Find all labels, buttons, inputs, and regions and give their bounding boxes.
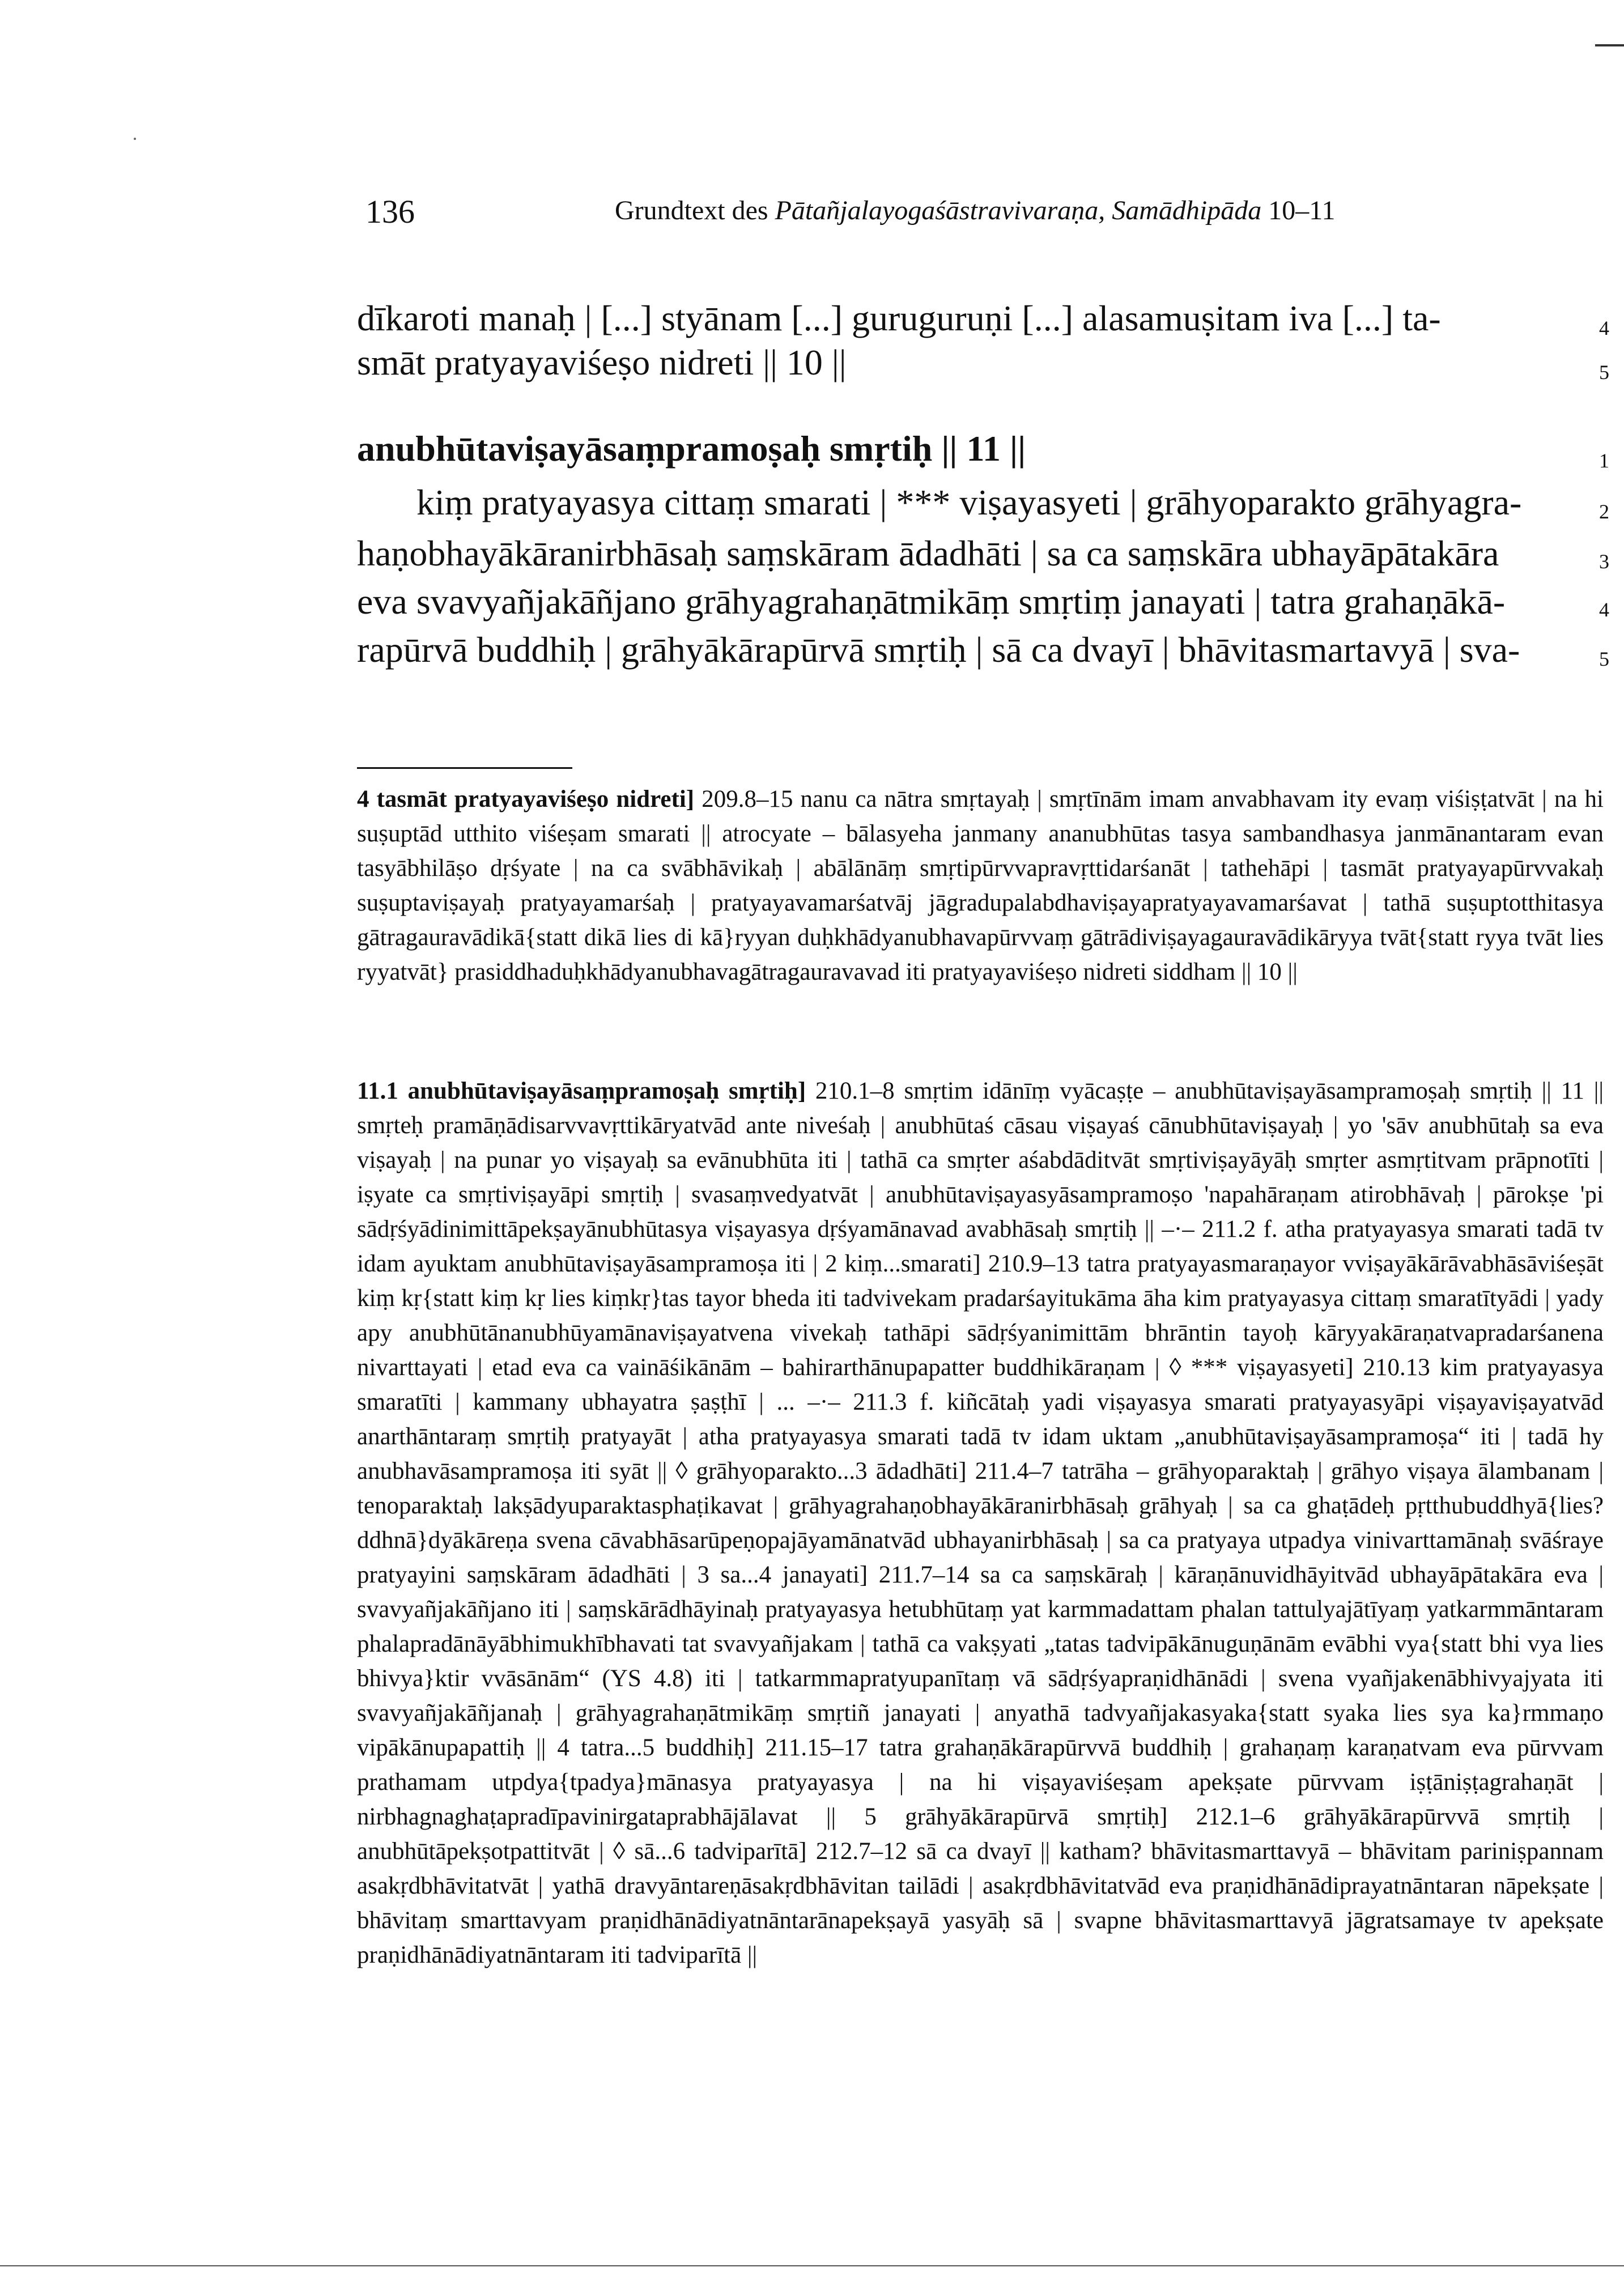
page-header <box>365 193 1555 244</box>
line-number: 1 <box>1599 449 1609 472</box>
sutra-heading: anubhūtaviṣayāsaṃpramoṣaḥ smṛtiḥ || 11 || <box>357 428 1026 469</box>
footnote-block <box>357 782 1604 989</box>
scan-edge-mark <box>1595 44 1624 46</box>
line-number: 4 <box>1599 317 1609 339</box>
footnote-block <box>357 1074 1604 1972</box>
main-text-line: rapūrvā buddhiḥ | grāhyākārapūrvā smṛtiḥ | sā ca dvayī | bhāvitasmartavyā | sva- <box>357 629 1520 670</box>
page-number: 136 <box>365 193 415 230</box>
page-bottom-rule <box>0 2265 1624 2266</box>
line-number: 3 <box>1599 550 1609 573</box>
line-number: 5 <box>1599 648 1609 670</box>
footnote-separator <box>357 767 572 769</box>
line-number: 2 <box>1599 500 1609 523</box>
line-number: 5 <box>1599 361 1609 384</box>
line-number: 4 <box>1599 598 1609 621</box>
footnote-lemma: 11.1 anubhūtaviṣayāsaṃpramoṣaḥ smṛtiḥ] <box>357 1078 806 1104</box>
running-title-italic: Pātañjalayogaśāstravivaraṇa, Samādhipāda <box>775 195 1262 226</box>
running-title <box>615 195 1335 226</box>
running-title-prefix: Grundtext des <box>615 195 775 226</box>
footnote-text: 210.1–8 smṛtim idānīṃ vyācaṣṭe – anubhūtaviṣayāsampramoṣaḥ smṛtiḥ || 11 || smṛteḥ pramāṇādisarvvavṛttikāryatvād ante niveśaḥ | anubhūtaś cāsau viṣayaś cānubhūtaviṣayaḥ | yo 'sāv anubhūtaḥ sa eva viṣayaḥ | na punar yo viṣayaḥ sa evānubhūta iti | tathā ca smṛter aśabdāditvāt smṛtiviṣayāyāḥ smṛter asmṛtitvam prāpnotīti | iṣyate ca smṛtiviṣayāpi smṛtiḥ | svasaṃvedyatvāt | anubhūtaviṣayasyāsampramoṣo 'napahāraṇam atirobhāvaḥ | pārokṣe 'pi sādṛśyādinimittāpekṣayānubhūtasya viṣayasya dṛśyamānavad avabhāsaḥ smṛtiḥ || –·– 211.2 f. atha pratyayasya smarati tadā tv idam ayuktam anubhūtaviṣayāsampramoṣa iti | 2 kiṃ...smarati] 210.9–13 tatra pratyayasmaraṇayor vviṣayākārāvabhāsāviśeṣāt kiṃ kṛ{statt kiṃ kṛ lies kiṃkṛ}tas tayor bheda iti tadvivekam pradarśayitukāma āha kim pratyayasya cittaṃ smaratītyādi | yady apy anubhūtānanubhūyamānaviṣayatvena vivekaḥ tathāpi sādṛśyanimittām bhrāntin tayoḥ kāryyakāraṇatvapradarśanena nivarttayati | etad eva ca vaināśikānām – bahirarthānupapatter buddhikāraṇam | ◊ *** viṣayasyeti] 210.13 kim pratyayasya smaratīti | kammany ubhayatra ṣaṣṭhī | ... –·– 211.3 f. kiñcātaḥ yadi viṣayasya smarati pratyayasyāpi viṣayaviṣayatvād anarthāntaraṃ smṛtiḥ pratyayāt | atha pratyayasya smarati tadā tv idam uktam „anubhūtaviṣayāsampramoṣa“ iti | tadā hy anubhavāsampramoṣa iti syāt || ◊ grāhyoparakto...3 ādadhāti] 211.4–7 tatrāha – grāhyoparaktaḥ | grāhyo viṣaya ālambanam | tenoparaktaḥ lakṣādyuparaktasphaṭikavat | grāhyagrahaṇobhayākāranirbhāsaḥ grāhyaḥ | sa ca ghaṭādeḥ pṛtthubuddhyā{lies? ddhnā}dyākāreṇa svena cāvabhāsarūpeṇopajāyamānatvād ubhayanirbhāsaḥ | sa ca pratyaya utpadya vinivarttamānaḥ svāśraye pratyayini saṃskāram ādadhāti | 3 sa...4 janayati] 211.7–14 sa ca saṃskāraḥ | kāraṇānuvidhāyitvād ubhayāpātakāra eva | svavyañjakāñjano iti | saṃskārādhāyinaḥ pratyayasya hetubhūtaṃ yat karmmadattam phalan tattulyajātīyaṃ yatkarmmāntaram phalapradānāyābhimukhībhavati tat svavyañjakam | tathā ca vakṣyati „tatas tadvipākānuguṇānām evābhi vya{statt bhi vya lies bhivya}ktir vvāsānām“ (YS 4.8) iti | tatkarmmapratyupanītaṃ vā sādṛśyapraṇidhānādi | svena vyañjakenābhivyajyata iti svavyañjakāñjanaḥ | grāhyagrahaṇātmikāṃ smṛtiñ janayati | anyathā tadvyañjakasyaka{statt syaka lies sya ka}rmmaṇo vipākānupapattiḥ || 4 tatra...5 buddhiḥ] 211.15–17 tatra grahaṇākārapūrvvā buddhiḥ | grahaṇaṃ karaṇatvam eva pūrvvam prathamam utpdya{tpadya}mānasya pratyayasya | na hi viṣayaviśeṣam apekṣate pūrvvam iṣṭāniṣṭagrahaṇāt | nirbhagnaghaṭapradīpavinirgataprabhājālavat || 5 grāhyākārapūrvā smṛtiḥ] 212.1–6 grāhyākārapūrvvā smṛtiḥ | anubhūtāpekṣotpattitvāt | ◊ sā...6 tadviparītā] 212.7–12 sā ca dvayī || katham? bhāvitasmarttavyā – bhāvitam pariniṣpannam asakṛdbhāvitatvāt | yathā dravyāntareṇāsakṛdbhāvitan tailādi | asakṛdbhāvitatvād eva praṇidhānādiprayatnāntaran nāpekṣate | bhāvitaṃ smarttavyam praṇidhānādiyatnāntarānapekṣayā yasyāḥ sā | svapne bhāvitasmarttavyā jāgratsamaye tv apekṣate praṇidhānādiyatnāntaram iti tadviparītā || <box>357 1078 1604 1968</box>
main-text-line: haṇobhayākāranirbhāsaḥ saṃskāram ādadhāti | sa ca saṃskāra ubhayāpātakāra <box>357 533 1499 573</box>
running-title-suffix: 10–11 <box>1261 195 1336 226</box>
scan-speck <box>134 138 136 140</box>
main-text-line: eva svavyañjakāñjano grāhyagrahaṇātmikāṃ smṛtiṃ janayati | tatra grahaṇākā- <box>357 581 1506 622</box>
main-text-line: smāt pratyayaviśeṣo nidreti || 10 || <box>357 342 847 382</box>
main-text-line: kiṃ pratyayasya cittaṃ smarati | *** viṣayasyeti | grāhyoparakto grāhyagra- <box>416 482 1522 522</box>
footnote-text: 209.8–15 nanu ca nātra smṛtayaḥ | smṛtīnām imam anvabhavam ity evaṃ viśiṣṭatvāt | na hi suṣuptād utthito viśeṣam smarati || atrocyate – bālasyeha janmany ananubhūtas tasya sambandhasya janmānantaram evan tasyābhilāṣo dṛśyate | na ca svābhāvikaḥ | abālānāṃ smṛtipūrvvapravṛttidarśanāt | tathehāpi | tasmāt pratyayapūrvvakaḥ suṣuptaviṣayaḥ pratyayamarśaḥ | pratyayavamarśatvāj jāgradupalabdhaviṣayapratyayavamarśavat | tathā suṣuptotthitasya gātragauravādikā{statt dikā lies di kā}ryyan duḥkhādyanubhavapūrvvaṃ gātrādiviṣayagauravādikāryya tvāt{statt ryya tvāt lies ryyatvāt} prasiddhaduḥkhādyanubhavagātragauravavad iti pratyayaviśeṣo nidreti siddham || 10 || <box>357 786 1604 985</box>
main-text-line: dīkaroti manaḥ | [...] styānam [...] guruguruṇi [...] alasamuṣitam iva [...] ta- <box>357 298 1441 338</box>
footnote-lemma: 4 tasmāt pratyayaviśeṣo nidreti] <box>357 786 695 812</box>
